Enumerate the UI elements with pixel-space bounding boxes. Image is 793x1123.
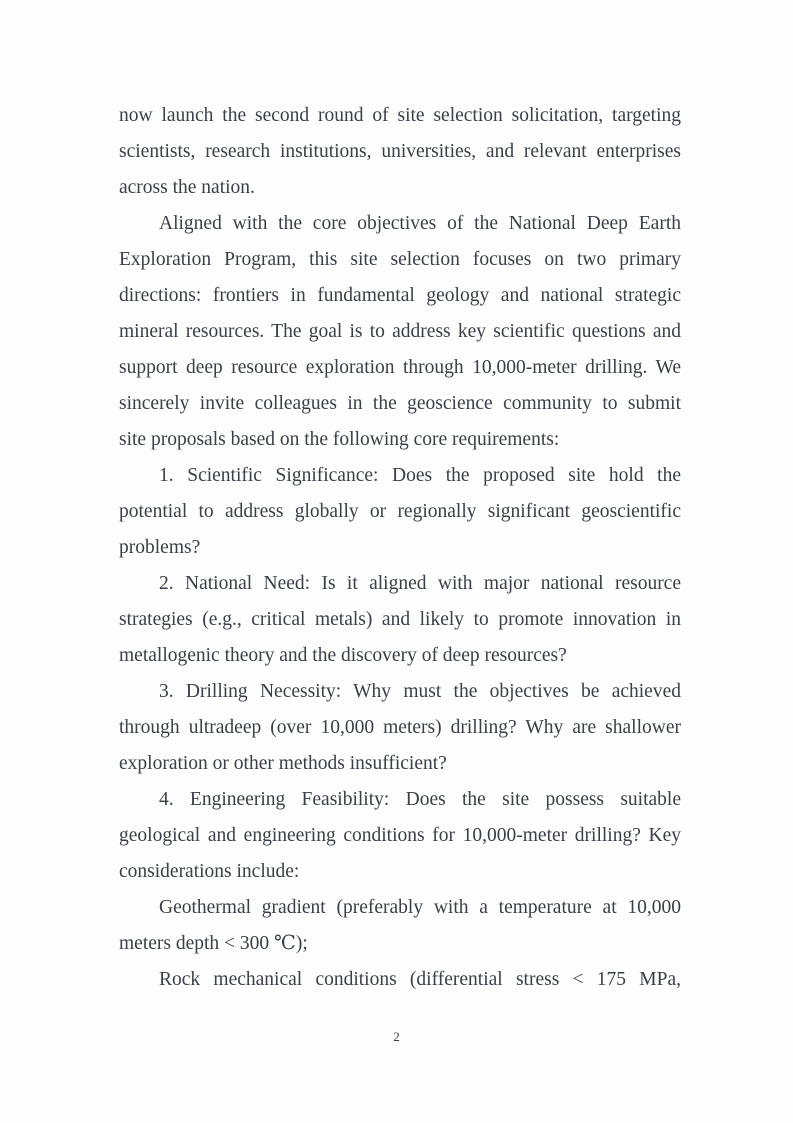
requirement-3-line-3: exploration or other methods insufficient? <box>119 753 447 774</box>
requirement-3-line-1: 3. Drilling Necessity: Why must the objectives be achieved <box>159 681 681 702</box>
page-number: 2 <box>393 1029 400 1044</box>
paragraph-objectives-line-7: site proposals based on the following core requirements: <box>119 429 560 450</box>
paragraph-objectives-line-6: sincerely invite colleagues in the geoscience community to submit <box>119 393 681 414</box>
requirement-2-line-3: metallogenic theory and the discovery of deep resources? <box>119 645 567 666</box>
requirement-4-line-1: 4. Engineering Feasibility: Does the site possess suitable <box>159 789 681 810</box>
paragraph-objectives-line-4: mineral resources. The goal is to address key scientific questions and <box>119 321 681 342</box>
requirement-1-line-1: 1. Scientific Significance: Does the proposed site hold the <box>159 465 681 486</box>
rock-mechanical-line-1: Rock mechanical conditions (differential stress < 175 MPa, <box>159 969 681 990</box>
requirement-2-line-2: strategies (e.g., critical metals) and likely to promote innovation in <box>119 609 681 630</box>
paragraph-intro-line-3: across the nation. <box>119 177 255 198</box>
requirement-1-line-3: problems? <box>119 537 201 558</box>
paragraph-objectives-line-2: Exploration Program, this site selection focuses on two primary <box>119 249 681 270</box>
requirement-3-line-2: through ultradeep (over 10,000 meters) drilling? Why are shallower <box>119 717 681 738</box>
paragraph-intro-line-2: scientists, research institutions, universities, and relevant enterprises <box>119 141 681 162</box>
paragraph-objectives-line-5: support deep resource exploration through 10,000-meter drilling. We <box>119 357 681 378</box>
paragraph-objectives-line-3: directions: frontiers in fundamental geology and national strategic <box>119 285 681 306</box>
requirement-2-line-1: 2. National Need: Is it aligned with major national resource <box>159 573 681 594</box>
paragraph-objectives-line-1: Aligned with the core objectives of the National Deep Earth <box>159 213 681 234</box>
paragraph-intro-line-1: now launch the second round of site selection solicitation, targeting <box>119 105 681 126</box>
geothermal-line-1: Geothermal gradient (preferably with a temperature at 10,000 <box>159 897 681 918</box>
requirement-4-line-3: considerations include: <box>119 861 300 882</box>
geothermal-line-2: meters depth < 300 ℃); <box>119 933 308 954</box>
requirement-4-line-2: geological and engineering conditions for 10,000-meter drilling? Key <box>119 825 681 846</box>
requirement-1-line-2: potential to address globally or regionally significant geoscientific <box>119 501 681 522</box>
